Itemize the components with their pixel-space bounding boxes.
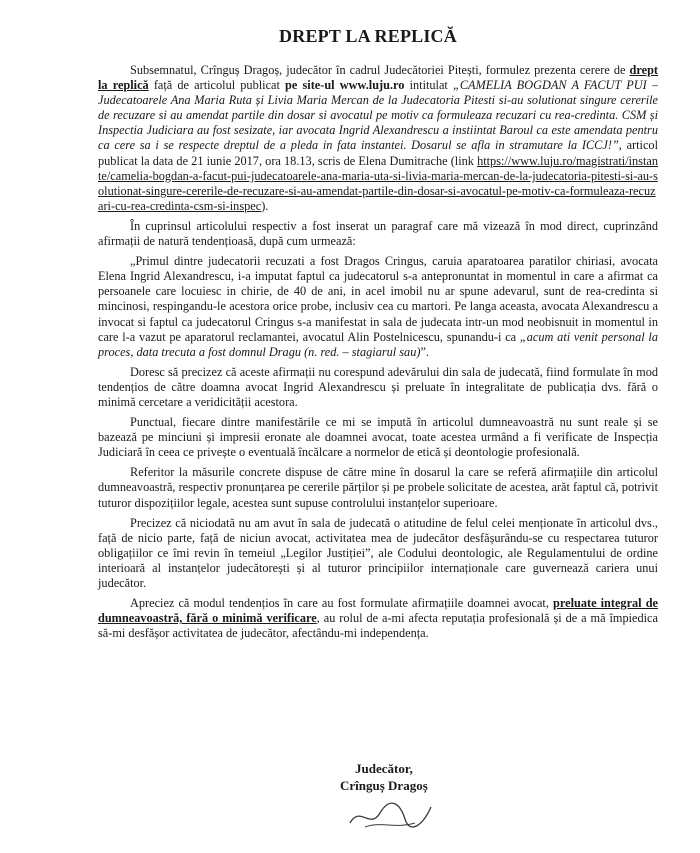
text-span: ). [261,198,269,213]
paragraph-conclusion [98,596,658,641]
text-span: Subsemnatul, Crînguș Dragoș, judecător în cadrul Judecătoriei Pitești, formulez prezenta cerere de [130,63,630,77]
paragraph-denial: Doresc să precizez că aceste afirmații nu corespund adevărului din sala de judecată, fiind formulate în mod tendențios de către doamna avocat Ingrid Alexandrescu și preluate în integralitate de publicația dvs. fără o minimă cercetare a veridicității acestora. [98,364,658,409]
text-span: , au rolul de a-mi afecta reputația profesională și de a mă împiedica să-mi desfășor activitatea de judecător, afectându-mi independența. [98,611,658,641]
emphasis-unverified: preluate integral de dumneavoastră, fără o minimă verificare [98,596,658,626]
text-span: ”. [420,344,429,359]
paragraph-quoted-excerpt [98,254,658,360]
text-span: Apreciez că modul tendențios în care au fost formulate afirmațiile doamnei avocat, [130,596,554,611]
article-link[interactable]: https://www.luju.ro/magistrati/instante/camelia-bogdan-a-facut-pui-judecatoarele-ana-maria-uta-si-livia-maria-mercan-de-la-judecatoria-pitesti-si-au-solutionat-singure-cererile-de-recuzare-si-au-amendat-partile-din-dosar-si-avocatul-pe-motiv-ca-formuleaza-recuzari-cu-rea-credinta-csm-si-inspec [98,153,658,213]
paragraph-context: În cuprinsul articolului respectiv a fost inserat un paragraf care mă vizează în mod direct, cuprinzând afirmații de natură tendențioasă, după cum urmează: [98,218,658,249]
emphasis-right-of-reply: drept la replică [98,63,658,93]
text-span: față de articolul publicat [148,78,286,93]
paragraph-conduct: Precizez că niciodată nu am avut în sala de judecată o atitudine de felul celei menționate în articolul dvs., față de nicio parte, față de niciun avocat, activitatea mea de judecător desfășurându-se cu respectarea tuturor obligațiilor ce îmi revin în temeiul „Legilor Justiției”, ale Codului deontologic, ale Regulamentului de ordine interioară al instanțelor judecătorești și al tuturor principiilor internaționale care guvernează cariera unui judecător. [98,515,658,590]
text-span: , articol publicat la data de 21 iunie 2017, ora 18.13, scris de Elena Dumitrache (link [98,138,658,168]
paragraph-measures: Referitor la măsurile concrete dispuse de către mine în dosarul la care se referă afirmațiile din articolul dumneavoastră, respectiv pronunțarea pe cererile părților și pe probele solicitate de acestea, arăt faptul că, potrivit tuturor dispozițiilor legale, acestea sunt supuse controlului instanțelor superioare. [98,465,658,510]
text-span: intitulat [404,78,453,93]
handwritten-signature-mark [345,795,435,835]
signature-role: Judecător, [355,761,413,776]
document-title: DREPT LA REPLICĂ [279,26,457,46]
emphasis-site: pe site-ul www.luju.ro [285,78,405,93]
paragraph-request [98,63,658,214]
inner-quote: „acum ati venit personal la proces, data trecuta a fost domnul Dragu (n. red. – stagiarul sau) [98,329,658,359]
signature-name: Crînguș Dragoș [340,778,428,793]
signature-block [340,760,428,794]
paragraph-punctual: Punctual, fiecare dintre manifestările ce mi se impută în articolul dumneavoastră nu sunt reale și se bazează pe minciuni și impresii eronate ale doamnei avocat, toate acestea urmând a fi verificate de Inspecția Judiciară în ceea ce privește o eventuală încălcare a normelor de etică și deontologie profesională. [98,415,658,460]
text-span: „Primul dintre judecatorii recuzati a fost Dragos Cringus, caruia aparatoarea paratilor chiriasi, avocata Elena Ingrid Alexandrescu, i-a imputat faptul ca judecatorul s-a antepronuntat in momentul in care a afirmat ca persoanele care locuiesc in chirie, de 40 de ani, in acel imobil nu ar spune adevarul, sunt de rea-credinta si mincinosi, respingandu-le acestora orice probe, inclusiv cea cu martori. Pe langa aceasta, avocata Alexandrescu a invocat si faptul ca judecatorul Cringus s-a manifestat in sala de judecata intr-un mod neobisnuit in momentul in care l-a vazut pe aparatorul reclamantei, avocatul Alin Postelnicescu, spunandu-i ca [98,254,658,344]
article-title-quote: „CAMELIA BOGDAN A FACUT PUI – Judecatoarele Ana Maria Ruta și Livia Maria Mercan de la Judecatoria Pitesti si-au solutionat singure cererile de recuzare si au amendat partile din dosar si avocatul pe motiv ca formuleaza recuzari cu rea-credinta. CSM și Inspectia Judiciara au fost sesizate, iar avocata Ingrid Alexandrescu a instiintat Baroul ca este amendata pentru ca cere sa i se respecte dreptul de a pleda in fata instantei. Dosarul se afla in stramutare la ICCJ!” [98,78,658,153]
